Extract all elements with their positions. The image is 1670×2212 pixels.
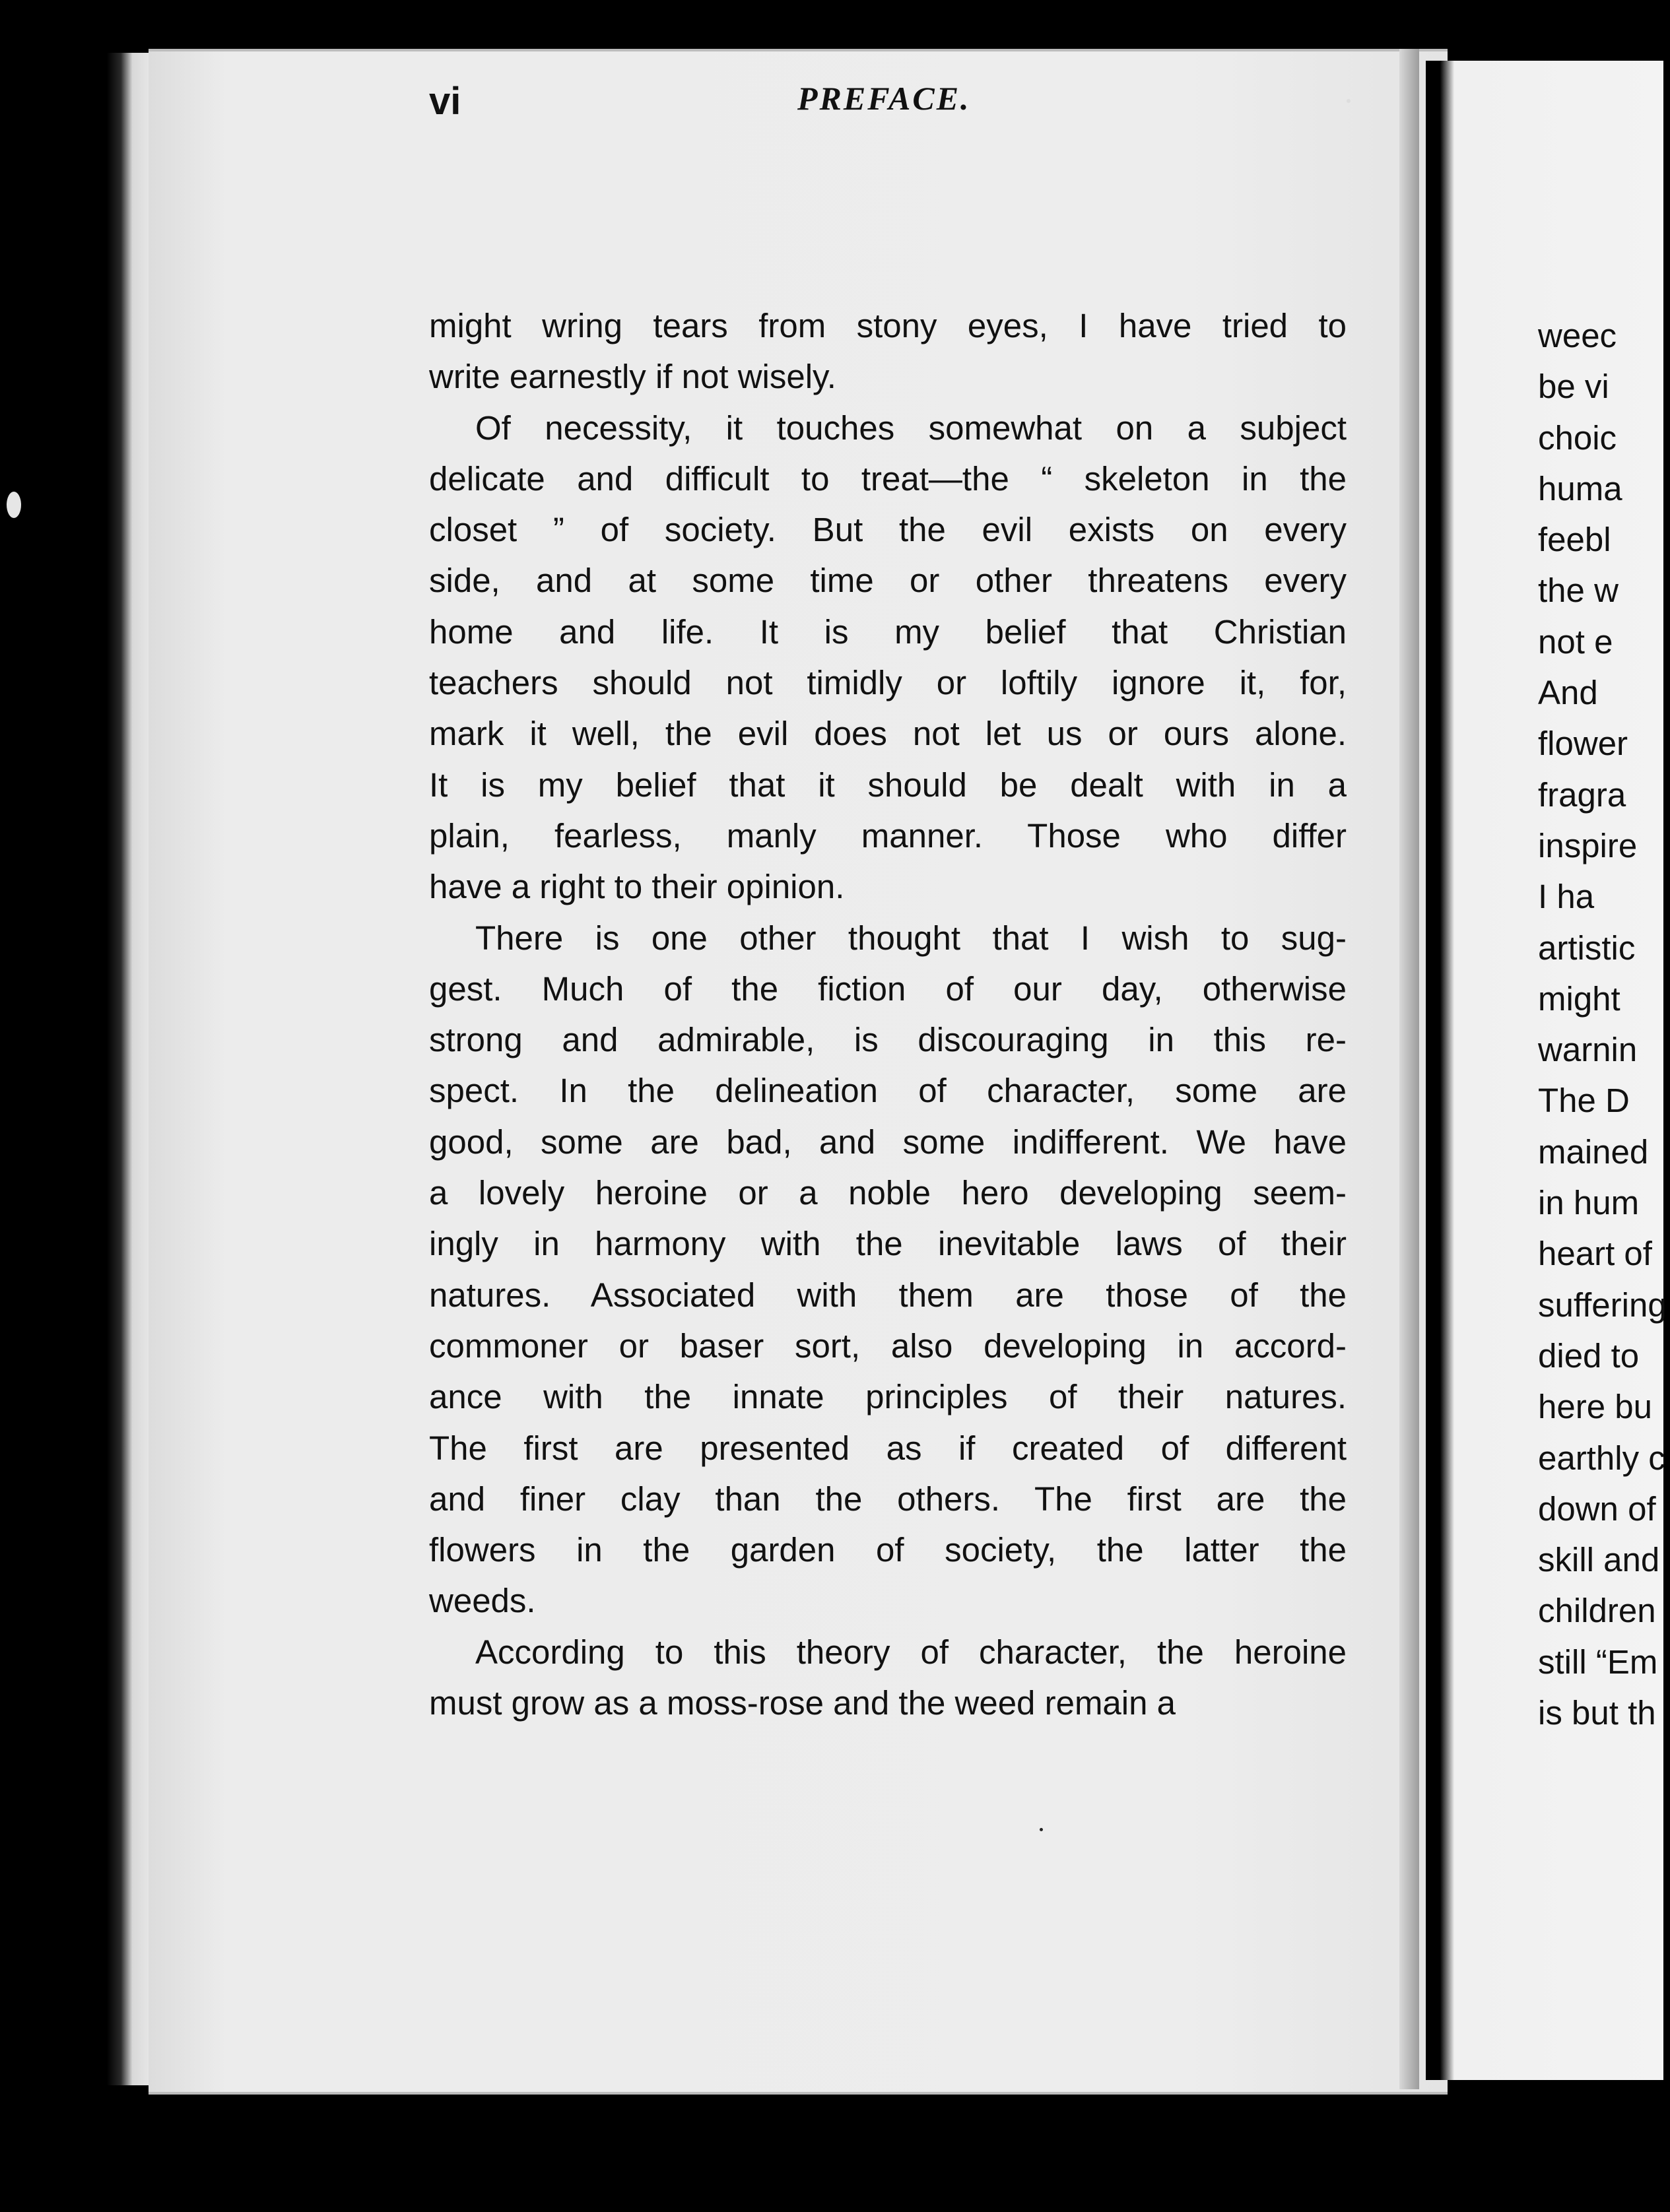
facing-page-line: I ha — [1538, 878, 1595, 916]
text-line: natures. Associated with them are those of the — [429, 1276, 1347, 1314]
text-line: might wring tears from stony eyes, I have tried to — [429, 307, 1347, 344]
text-line: weeds. — [429, 1582, 536, 1620]
facing-page-line: might — [1538, 979, 1620, 1018]
text-line: write earnestly if not wisely. — [429, 358, 836, 396]
facing-page-line: And — [1538, 674, 1598, 712]
facing-page-line: The D — [1538, 1082, 1630, 1120]
facing-page-line: be vi — [1538, 368, 1609, 406]
facing-page-line: not e — [1538, 622, 1613, 661]
text-line: gest. Much of the fiction of our day, otherwise — [429, 969, 1347, 1008]
facing-page-line: artistic — [1538, 928, 1636, 967]
text-line: strong and admirable, is discouraging in this re- — [429, 1021, 1347, 1059]
paragraph — [429, 913, 1347, 1627]
paragraph — [429, 1627, 1347, 1729]
text-line: commoner or baser sort, also developing in accord- — [429, 1326, 1347, 1365]
facing-page-line: weec — [1538, 317, 1617, 354]
facing-page-line: here bu — [1538, 1388, 1652, 1426]
text-line: teachers should not timidly or loftily ignore it, for, — [429, 664, 1347, 702]
text-line: There is one other thought that I wish to sug- — [475, 919, 1347, 957]
page-number: vi — [429, 80, 461, 123]
facing-page-line: fragra — [1538, 775, 1626, 814]
facing-page-line: still “Em — [1538, 1643, 1658, 1681]
text-line: home and life. It is my belief that Christian — [429, 612, 1347, 651]
facing-page-line: children — [1538, 1592, 1656, 1630]
facing-page-line: choic — [1538, 418, 1617, 457]
text-line: have a right to their opinion. — [429, 868, 845, 906]
text-line: According to this theory of character, the heroine — [475, 1633, 1347, 1671]
text-line: must grow as a moss-rose and the weed remain a — [429, 1684, 1176, 1722]
text-line: side, and at some time or other threatens every — [429, 562, 1347, 600]
facing-page-line: is but th — [1538, 1694, 1656, 1732]
paragraph — [429, 300, 1347, 403]
text-line: a lovely heroine or a noble hero developing seem- — [429, 1174, 1347, 1212]
facing-page-line: warnin — [1538, 1031, 1638, 1069]
scan-artifact — [7, 492, 21, 518]
facing-page-line: inspire — [1538, 826, 1638, 864]
facing-page-line: mained — [1538, 1132, 1649, 1171]
text-line: and finer clay than the others. The first are the — [429, 1480, 1347, 1518]
facing-page-line: skill and — [1538, 1541, 1660, 1579]
page-title: PREFACE. — [797, 80, 971, 117]
facing-page-line: the w — [1538, 571, 1619, 610]
text-line: good, some are bad, and some indifferent. We have — [429, 1122, 1347, 1161]
text-line: plain, fearless, manly manner. Those who differ — [429, 816, 1347, 855]
facing-page-text — [1538, 310, 1670, 1738]
text-line: mark it well, the evil does not let us or ours alone. — [429, 715, 1347, 753]
text-line: flowers in the garden of society, the latter the — [429, 1531, 1347, 1569]
facing-page-line: flower — [1538, 725, 1628, 763]
facing-page-line: earthly c — [1538, 1439, 1665, 1477]
facing-page-line: heart of — [1538, 1235, 1652, 1273]
text-line: Of necessity, it touches somewhat on a subject — [475, 408, 1347, 447]
facing-page-line: down of — [1538, 1489, 1656, 1528]
facing-page-line: feebl — [1538, 521, 1611, 559]
book-gutter — [1399, 49, 1419, 2089]
facing-page-line: suffering — [1538, 1285, 1667, 1324]
facing-page-line: huma — [1538, 469, 1622, 507]
text-line: closet ” of society. But the evil exists on every — [429, 511, 1347, 549]
running-head — [429, 79, 1287, 132]
text-line: spect. In the delineation of character, some are — [429, 1072, 1347, 1110]
text-line: It is my belief that it should be dealt with in a — [429, 765, 1347, 804]
facing-page-line: in hum — [1538, 1184, 1640, 1222]
text-line: The first are presented as if created of different — [429, 1429, 1347, 1467]
paragraph — [429, 403, 1347, 913]
body-text — [429, 300, 1347, 1728]
book-edge — [107, 53, 153, 2085]
ink-speck — [1040, 1828, 1043, 1831]
text-line: delicate and difficult to treat—the “ skeleton in the — [429, 459, 1347, 498]
paper-speck — [1347, 99, 1351, 103]
facing-page-line: died to — [1538, 1336, 1640, 1375]
text-line: ance with the innate principles of their natures. — [429, 1378, 1347, 1416]
text-line: ingly in harmony with the inevitable laws of their — [429, 1225, 1347, 1263]
